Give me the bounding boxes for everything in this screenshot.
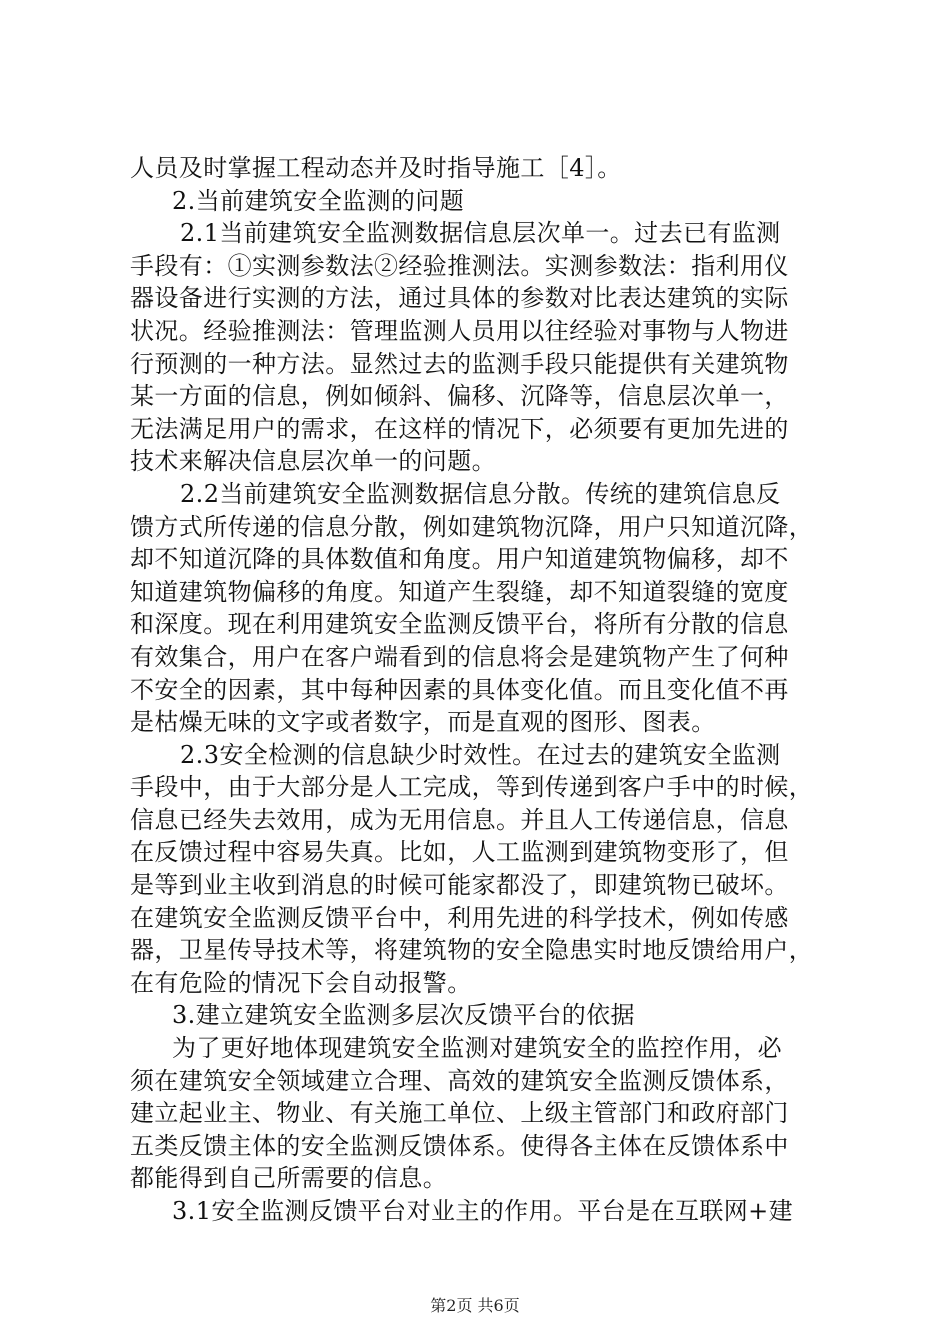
paragraph-first-line: 为了更好地体现建筑安全监测对建筑安全的监控作用，必 — [172, 1034, 782, 1063]
text-line: 是枯燥无味的文字或者数字，而是直观的图形、图表。 — [130, 708, 716, 737]
text-line: 人员及时掌握工程动态并及时指导施工［4］。 — [130, 154, 622, 182]
text-line: 在反馈过程中容易失真。比如，人工监测到建筑物变形了，但 — [130, 838, 789, 867]
text-line: 都能得到自己所需要的信息。 — [130, 1164, 448, 1193]
text-line: 信息已经失去效用，成为无用信息。并且人工传递信息，信息 — [130, 805, 789, 834]
text-line: 有效集合，用户在客户端看到的信息将会是建筑物产生了何种 — [130, 642, 789, 671]
page-number-label: 第2页 共6页 — [430, 1296, 520, 1315]
document-body — [130, 152, 846, 1228]
text-line: 是等到业主收到消息的时候可能家都没了，即建筑物已破坏。 — [130, 871, 789, 900]
text-line: 器设备进行实测的方法，通过具体的参数对比表达建筑的实际 — [130, 284, 789, 313]
text-line: 手段有：①实测参数法②经验推测法。实测参数法：指利用仪 — [130, 251, 789, 280]
text-line: 某一方面的信息，例如倾斜、偏移、沉降等，信息层次单一， — [130, 382, 789, 411]
text-line: 行预测的一种方法。显然过去的监测手段只能提供有关建筑物 — [130, 349, 789, 378]
text-line: 状况。经验推测法：管理监测人员用以往经验对事物与人物进 — [130, 316, 789, 345]
text-line: 器，卫星传导技术等，将建筑物的安全隐患实时地反馈给用户， — [130, 936, 814, 965]
text-line: 在有危险的情况下会自动报警。 — [130, 968, 472, 997]
text-line: 手段中，由于大部分是人工完成，等到传递到客户手中的时候， — [130, 773, 814, 802]
text-line: 无法满足用户的需求，在这样的情况下，必须要有更加先进的 — [130, 414, 789, 443]
text-line: 不安全的因素，其中每种因素的具体变化值。而且变化值不再 — [130, 675, 789, 704]
text-line: 却不知道沉降的具体数值和角度。用户知道建筑物偏移，却不 — [130, 545, 789, 574]
section-heading-3: 3.建立建筑安全监测多层次反馈平台的依据 — [172, 1001, 635, 1030]
subsection-2-2-first-line: 2.2当前建筑安全监测数据信息分散。传统的建筑信息反 — [180, 479, 781, 508]
text-line: 须在建筑安全领域建立合理、高效的建筑安全监测反馈体系， — [130, 1066, 789, 1095]
text-line: 和深度。现在利用建筑安全监测反馈平台，将所有分散的信息 — [130, 610, 789, 639]
text-line: 馈方式所传递的信息分散，例如建筑物沉降，用户只知道沉降， — [130, 512, 814, 541]
subsection-3-1-first-line: 3.1安全监测反馈平台对业主的作用。平台是在互联网+建 — [172, 1197, 794, 1225]
text-line: 知道建筑物偏移的角度。知道产生裂缝，却不知道裂缝的宽度 — [130, 577, 789, 606]
subsection-2-1-first-line: 2.1当前建筑安全监测数据信息层次单一。过去已有监测 — [180, 219, 781, 248]
subsection-2-3-first-line: 2.3安全检测的信息缺少时效性。在过去的建筑安全监测 — [180, 740, 781, 769]
text-line: 建立起业主、物业、有关施工单位、上级主管部门和政府部门 — [130, 1099, 789, 1128]
section-heading-2: 2.当前建筑安全监测的问题 — [172, 186, 465, 215]
page-footer — [0, 1296, 950, 1316]
text-line: 在建筑安全监测反馈平台中，利用先进的科学技术，例如传感 — [130, 903, 789, 932]
text-line: 五类反馈主体的安全监测反馈体系。使得各主体在反馈体系中 — [130, 1131, 789, 1160]
text-line: 技术来解决信息层次单一的问题。 — [130, 447, 496, 476]
